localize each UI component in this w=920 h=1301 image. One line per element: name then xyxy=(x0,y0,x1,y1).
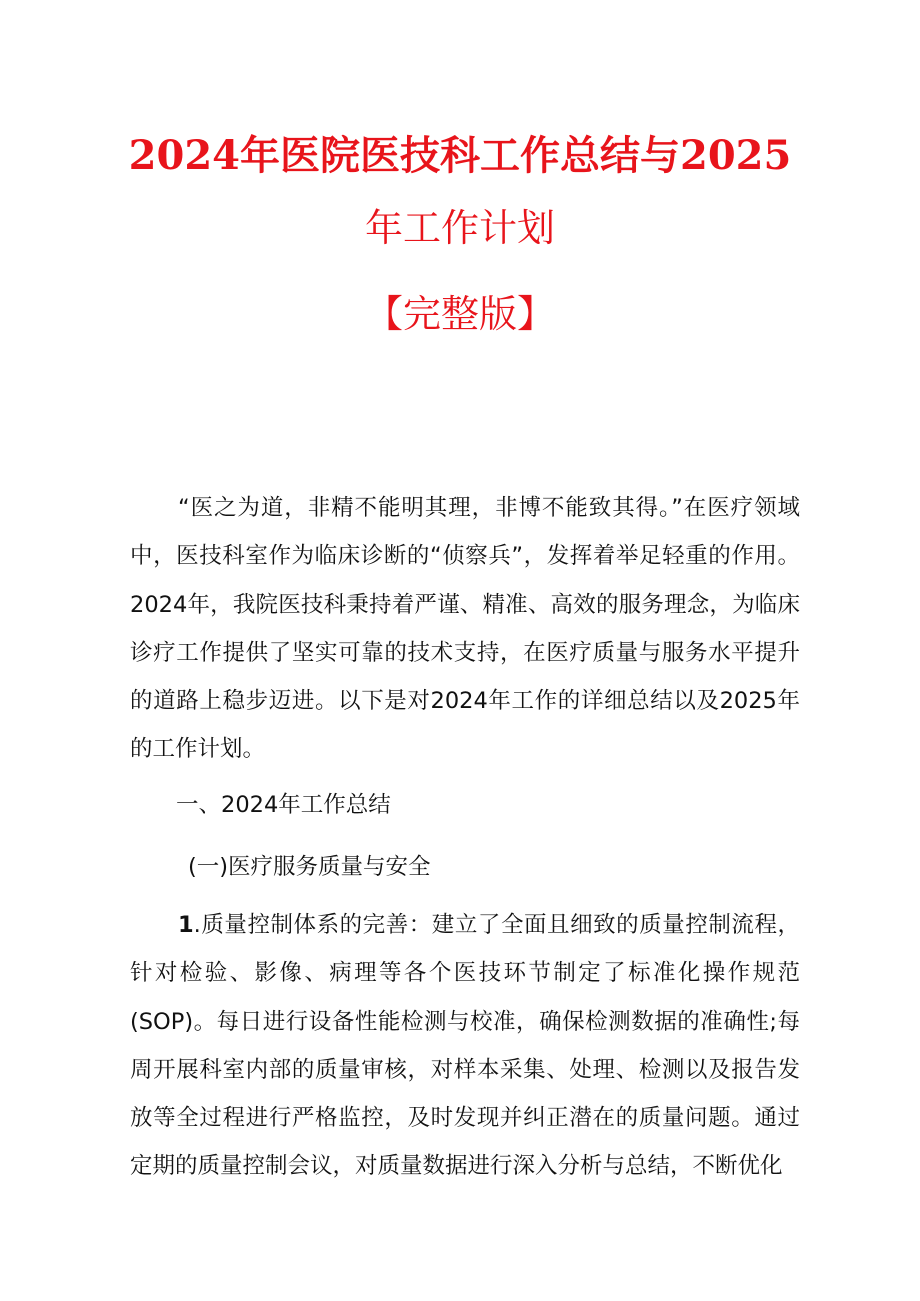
title-line-2: 年工作计划 xyxy=(364,206,555,250)
item-text: .质量控制体系的完善：建立了全面且细致的质量控制流程，针对检验、影像、病理等各个医技环节制定了标准化操作规范(SOP)。每日进行设备性能检测与校准，确保检测数据的准确性;每周开展科室内部的质量审核，对样本采集、处理、检测以及报告发放等全过程进行严格监控，及时发现并纠正潜在的质量问题。通过定期的质量控制会议，对质量数据进行深入分析与总结，不断优化 xyxy=(130,912,800,1180)
item-paragraph xyxy=(130,901,800,1191)
section-heading: 一、2024年工作总结 xyxy=(176,792,391,818)
intro-paragraph: “医之为道，非精不能明其理，非博不能致其得。”在医疗领域中，医技科室作为临床诊断的“侦察兵”，发挥着举足轻重的作用。2024年，我院医技科秉持着严谨、精准、高效的服务理念，为临床诊疗工作提供了坚实可靠的技术支持，在医疗质量与服务水平提升的道路上稳步迈进。以下是对2024年工作的详细总结以及2025年的工作计划。 xyxy=(130,495,800,763)
title-line-1: 2024年医院医技科工作总结与2025 xyxy=(128,132,792,179)
title-line-3: 【完整版】 xyxy=(364,292,555,336)
subsection-heading: (一)医疗服务质量与安全 xyxy=(188,854,431,880)
item-number: 1 xyxy=(178,912,194,938)
